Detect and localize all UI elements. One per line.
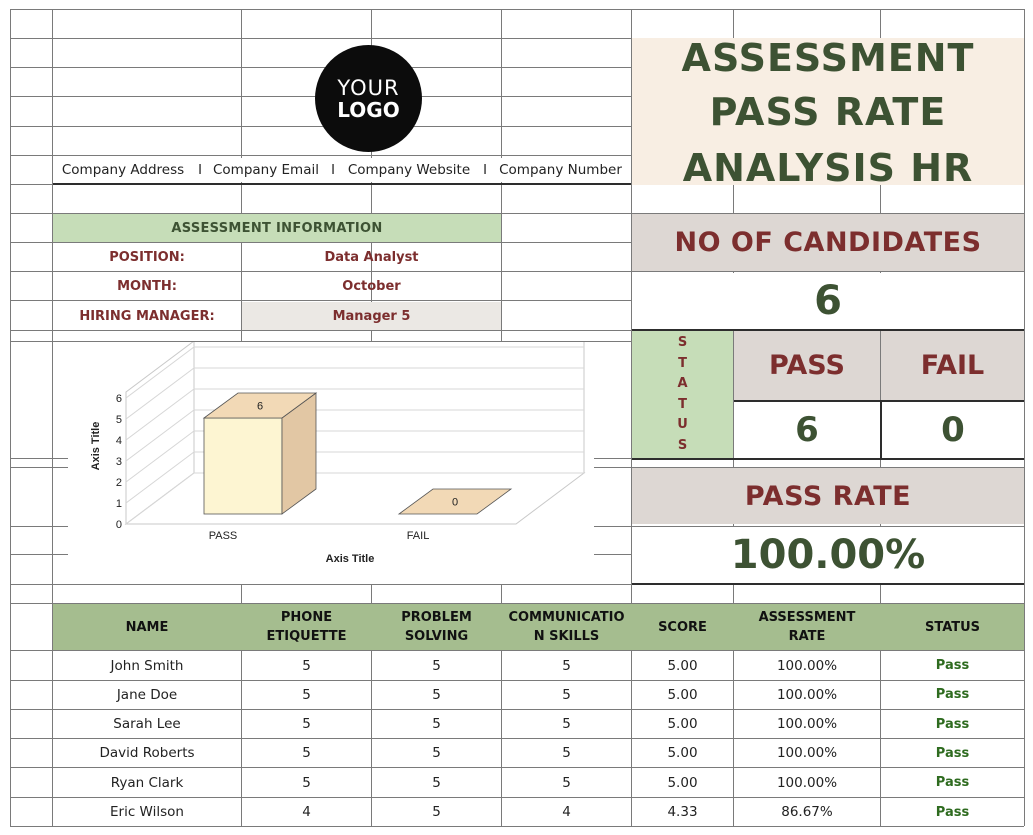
grid-line [1024, 9, 1025, 826]
column-header-name[interactable] [53, 604, 241, 650]
company-website: Company Website [341, 158, 477, 182]
position-value[interactable]: Data Analyst [324, 249, 419, 265]
cell-name[interactable]: David Roberts [99, 745, 195, 762]
bar-front-pass [204, 418, 282, 514]
cell-communication-skills[interactable]: 5 [562, 774, 571, 791]
cell-problem-solving[interactable]: 5 [432, 804, 441, 820]
fail-count: 0 [883, 402, 1023, 457]
fail-label: FAIL [881, 331, 1024, 400]
cell-assessment-rate[interactable]: 100.00% [776, 745, 838, 762]
cell-communication-skills[interactable]: 5 [562, 716, 571, 733]
cell-score[interactable]: 5.00 [667, 686, 698, 703]
column-header-score[interactable] [632, 604, 733, 650]
month-value[interactable]: October [342, 278, 401, 294]
cell-score[interactable]: 5.00 [667, 657, 698, 674]
month-label: MONTH: [117, 278, 177, 294]
cell-assessment-rate[interactable]: 100.00% [776, 774, 838, 791]
company-email: Company Email [207, 158, 325, 182]
grid-line [10, 9, 11, 826]
column-header-text: PHONE [280, 610, 333, 625]
cell-communication-skills[interactable]: 5 [562, 686, 571, 703]
logo-text-top: YOUR [337, 75, 400, 100]
column-header-text: SOLVING [404, 629, 469, 644]
candidates-value: 6 [632, 273, 1024, 329]
cell-problem-solving[interactable]: 5 [432, 716, 441, 733]
cell-phone-etiquette[interactable]: 5 [302, 716, 311, 733]
company-logo [315, 45, 422, 152]
column-header-text: NAME [125, 619, 169, 635]
cell-communication-skills[interactable]: 5 [562, 745, 571, 762]
chart-floor [126, 473, 584, 524]
cell-assessment-rate[interactable]: 100.00% [776, 657, 838, 674]
company-number: Company Number [493, 158, 628, 182]
column-header-text: SCORE [658, 619, 707, 635]
column-header-communication-skills[interactable] [502, 604, 631, 650]
status-vertical-label [632, 331, 733, 458]
column-header-assessment-rate[interactable] [734, 604, 880, 650]
cell-problem-solving[interactable]: 5 [432, 686, 441, 703]
cell-name[interactable]: Sarah Lee [113, 716, 181, 733]
cell-status[interactable]: Pass [935, 716, 970, 732]
status-letter: T [678, 396, 687, 412]
cell-communication-skills[interactable]: 4 [562, 804, 571, 820]
cell-name[interactable]: Eric Wilson [110, 804, 184, 820]
y-tick-label: 4 [115, 435, 122, 447]
y-tick-label: 6 [115, 393, 122, 405]
cell-problem-solving[interactable]: 5 [432, 657, 441, 674]
cell-name[interactable]: John Smith [110, 657, 184, 674]
contact-separator: I [477, 158, 493, 182]
page-title-line-2: PASS RATE [709, 90, 947, 134]
status-letter: A [677, 376, 688, 391]
x-axis-title: Axis Title [325, 553, 375, 565]
cell-status[interactable]: Pass [935, 804, 970, 820]
hiring-manager-value[interactable]: Manager 5 [332, 308, 411, 324]
cell-score[interactable]: 5.00 [667, 716, 698, 733]
cell-assessment-rate[interactable]: 100.00% [776, 686, 838, 703]
y-tick-label: 1 [115, 498, 122, 510]
status-letter: U [677, 417, 688, 432]
cell-score[interactable]: 5.00 [667, 774, 698, 791]
cell-problem-solving[interactable]: 5 [432, 745, 441, 762]
column-header-text: STATUS [924, 619, 981, 635]
cell-name[interactable]: Ryan Clark [110, 774, 184, 791]
chart-svg [68, 342, 594, 584]
pass-rate-label: PASS RATE [632, 468, 1024, 524]
divider [632, 329, 1024, 331]
cell-assessment-rate[interactable]: 100.00% [776, 716, 838, 733]
cell-phone-etiquette[interactable]: 4 [302, 804, 311, 820]
cell-status[interactable]: Pass [935, 775, 970, 791]
page-title-line-3: ANALYSIS HR [682, 146, 974, 190]
contact-separator: I [325, 158, 341, 182]
column-header-text: PROBLEM [401, 610, 472, 625]
cell-score[interactable]: 5.00 [667, 745, 698, 762]
status-letter: T [678, 355, 687, 371]
y-axis-title: Axis Title [90, 421, 102, 471]
cell-assessment-rate[interactable]: 86.67% [781, 804, 833, 820]
divider [734, 400, 1024, 402]
candidates-label: NO OF CANDIDATES [632, 214, 1024, 271]
pass-label: PASS [734, 331, 880, 400]
x-tick-label: PASS [208, 530, 238, 542]
status-letter: S [677, 335, 688, 350]
divider [632, 583, 1024, 585]
column-header-problem-solving[interactable] [372, 604, 501, 650]
contact-separator: I [193, 158, 207, 182]
status-letter: S [677, 437, 688, 453]
logo-text-bottom: LOGO [337, 97, 400, 122]
column-header-text: COMMUNICATIO [508, 610, 625, 625]
y-tick-label: 2 [115, 477, 122, 489]
column-header-text: N SKILLS [533, 629, 600, 644]
pass-count: 6 [735, 402, 879, 457]
bar-data-label: 6 [256, 400, 264, 413]
column-header-text: RATE [788, 629, 826, 644]
cell-phone-etiquette[interactable]: 5 [302, 774, 311, 791]
page-title-line-1: ASSESSMENT [681, 36, 975, 80]
cell-phone-etiquette[interactable]: 5 [302, 657, 311, 674]
cell-communication-skills[interactable]: 5 [562, 657, 571, 674]
cell-status[interactable]: Pass [935, 658, 970, 673]
pass-rate-value: 100.00% [632, 527, 1024, 583]
y-tick-label: 0 [115, 519, 122, 531]
cell-status[interactable]: Pass [935, 745, 970, 761]
column-header-status[interactable] [881, 604, 1024, 650]
cell-problem-solving[interactable]: 5 [432, 774, 441, 791]
bar-data-label: 0 [451, 496, 459, 509]
cell-phone-etiquette[interactable]: 5 [302, 745, 311, 762]
column-header-phone-etiquette[interactable] [242, 604, 371, 650]
contact-underline [53, 183, 631, 185]
hiring-manager-label: HIRING MANAGER: [79, 308, 215, 324]
column-header-text: ETIQUETTE [266, 629, 347, 644]
y-tick-label: 5 [115, 414, 122, 426]
company-address: Company Address [53, 158, 193, 182]
grid-line [10, 9, 1024, 10]
divider [880, 400, 882, 458]
cell-status[interactable]: Pass [935, 687, 970, 703]
divider [632, 458, 1024, 460]
cell-phone-etiquette[interactable]: 5 [302, 686, 311, 703]
status-chart[interactable] [68, 342, 594, 584]
column-header-text: ASSESSMENT [758, 610, 856, 625]
y-tick-label: 3 [115, 456, 122, 468]
assessment-info-header: ASSESSMENT INFORMATION [53, 214, 501, 242]
position-label: POSITION: [109, 249, 185, 265]
x-tick-label: FAIL [406, 530, 430, 542]
cell-name[interactable]: Jane Doe [116, 686, 178, 703]
cell-score[interactable]: 4.33 [667, 804, 698, 820]
